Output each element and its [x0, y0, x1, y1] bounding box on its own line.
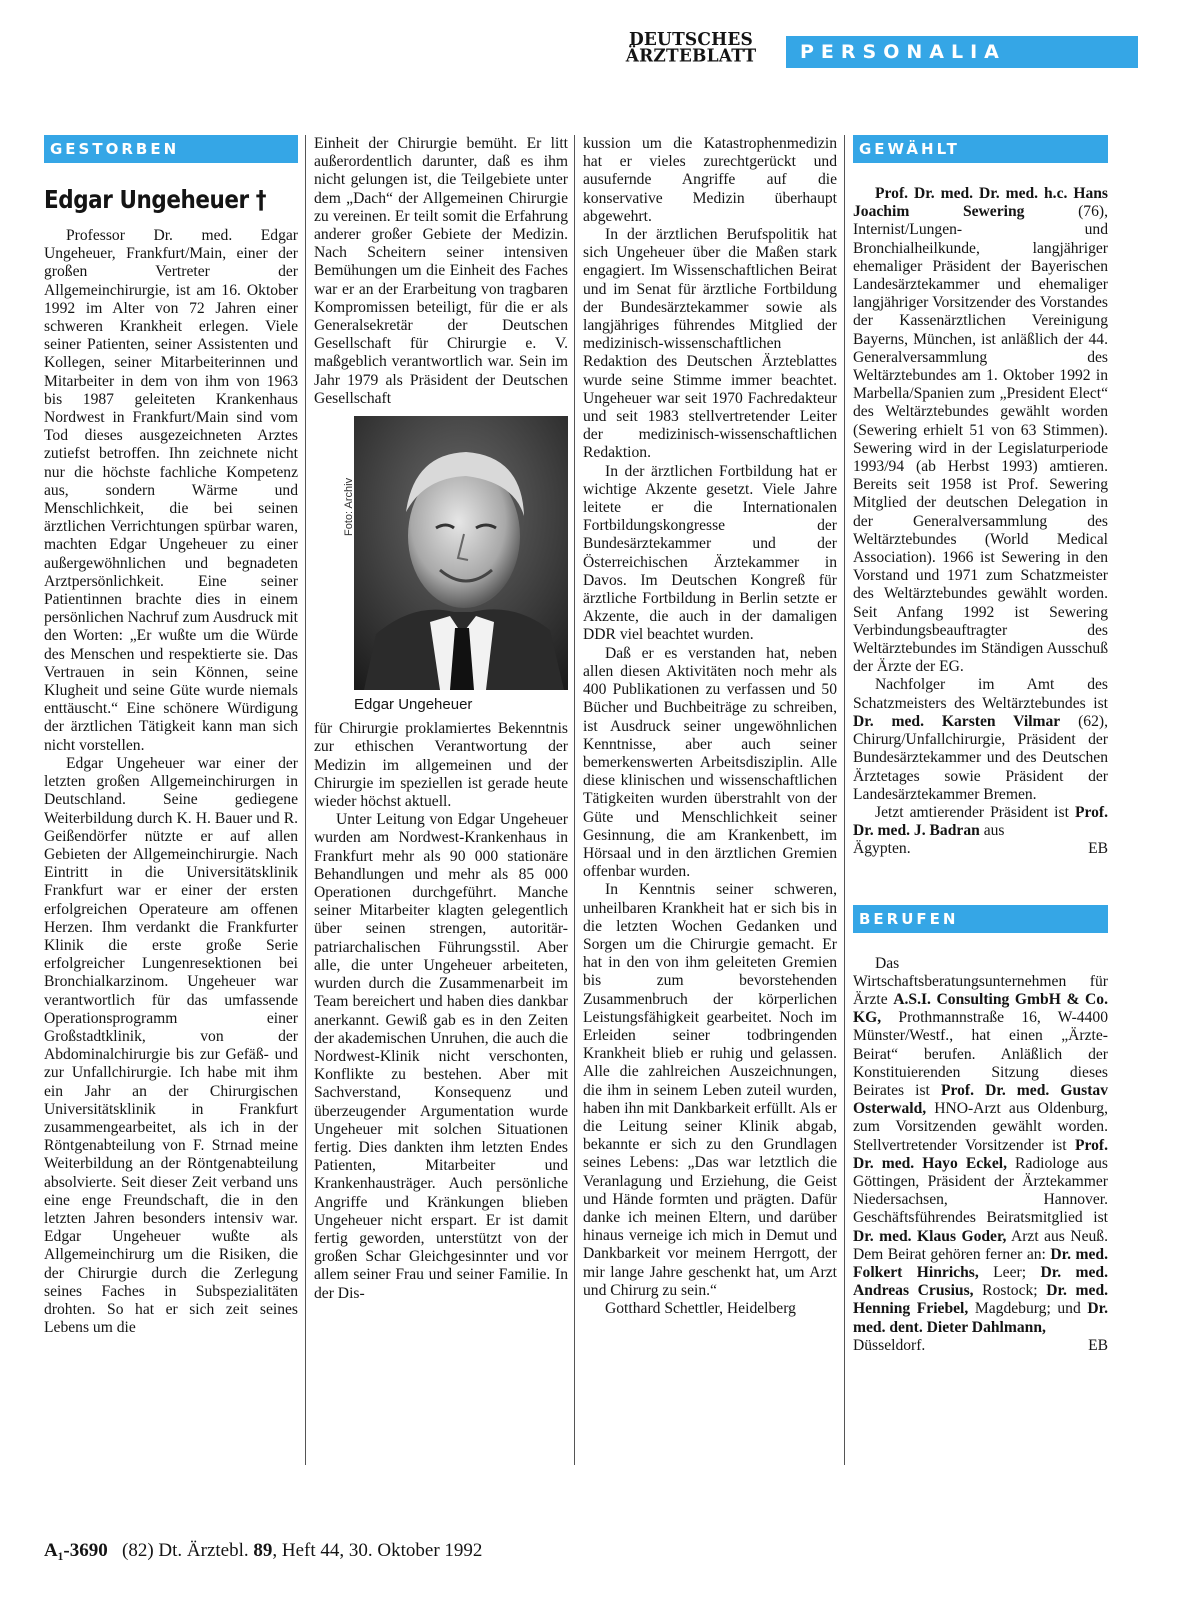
- photo-credit: Foto: Archiv: [343, 477, 355, 537]
- author-signature: Gotthard Schettler, Heidelberg: [605, 1300, 796, 1317]
- paragraph: Das Wirtschaftsberatungsunternehmen für Ärzte A.S.I. Consulting GmbH & Co. KG, Prothmannstraße 16, W-4400 Münster/Westf., hat einen „Ärzte-Beirat“ berufen. Anläßlich der Konstituierenden Sitzung dieses Beirates ist Prof. Dr. med. Gustav Osterwald, HNO-Arzt aus Oldenburg, zum Vorsitzenden gewählt worden. Stellvertretender Vorsitzender ist Prof. Dr. med. Hayo Eckel, Radiologe aus Göttingen, Präsident der Ärztekammer Niedersachsen, Hannover. Geschäftsführendes Beiratsmitglied ist Dr. med. Klaus Goder, Arzt aus Neuß. Dem Beirat gehören ferner an: Dr. med. Folkert Hinrichs, Leer; Dr. med. Andreas Crusius, Rostock; Dr. med. Henning Friebel, Magdeburg; und Dr. med. dent. Dieter Dahlmann,: [853, 954, 1109, 1336]
- article-headline: Edgar Ungeheuer †: [44, 185, 267, 214]
- tag-berufen: BERUFEN: [853, 905, 1108, 933]
- column-rule: [574, 135, 575, 1465]
- company-name: A.S.I. Consulting GmbH & Co. KG,: [853, 990, 1108, 1027]
- paragraph: In der ärztlichen Berufspolitik hat sich Ungeheuer über die Maßen stark engagiert. Im Wissenschaftlichen Beirat und im Senat für ärztliche Fortbildung der Bundesärztekammer sowie als langjähriges führendes Mitglied der medizinisch-wissenschaftlichen Redaktion des Deutschen Ärzteblattes wurde seine Stimme immer beachtet. Ungeheuer war seit 1970 Fachredakteur und seit 1983 stellvertretender Leiter der medizinisch-wissenschaftlichen Redaktion.: [583, 226, 837, 462]
- column-rule: [305, 135, 306, 1465]
- article-column-2: [314, 135, 568, 1303]
- masthead: [606, 30, 1136, 74]
- news-column: [853, 135, 1108, 1355]
- page-number: A₁-3690: [44, 1540, 108, 1561]
- paragraph: Einheit der Chirurgie bemüht. Er litt außerordentlich darunter, daß es ihm nicht gelungen ist, die Teilgebiete unter dem „Dach“ der Allgemeinen Chirurgie zu vereinen. Er teilt somit die Erfahrung anderer großer Gebiete der Medizin. Nach Scheitern seiner intensiven Bemühungen um die Einheit des Faches war er an der Erarbeitung von tragbaren Kompromissen beteiligt, für die er als Generalsekretär der Deutschen Gesellschaft für Chirurgie e. V. maßgeblich verantwortlich war. Sein im Jahr 1979 als Präsident der Deutschen Gesellschaft: [314, 135, 568, 407]
- paragraph: In der ärztlichen Fortbildung hat er wichtige Akzente gesetzt. Viele Jahre leitete er die Internationalen Fortbildungskongresse der Bundesärztekammer und der Österreichischen Ärztekammer in Davos. Im Deutschen Kongreß für ärztliche Fortbildung in Berlin setzte er Akzente, die auch in der damaligen DDR viel beachtet wurden.: [583, 462, 837, 644]
- paragraph: In Kenntnis seiner schweren, unheilbaren Krankheit hat er sich bis in die letzten Wochen Gedanken und Sorgen um die Chirurgie gemacht. Er hat in den von ihm geleiteten Gremien bis zum bevorstehenden Zusammenbruch der körperlichen Leistungsfähigkeit gearbeitet. Noch im Erleiden seiner todbringenden Krankheit blieb er ruhig und gelassen. Alle die zahlreichen Auszeichnungen, die ihm in seinem Leben zuteil wurden, haben ihn mit Dankbarkeit erfüllt. Als er die Leitung seiner Klinik abgab, bekannte er sich zu den Grundlagen seines Lebens: „Das war letztlich die Veranlagung und Erziehung, die Geist und Hände formten und prägten. Dafür danke ich meinen Eltern, und darüber hinaus verneige ich mich in Demut und Dankbarkeit vor meinem Herrgott, der mir lange Jahre geschenkt hat, um Arzt und Chirurg zu sein.“: [583, 881, 837, 1299]
- page-footer: A₁-3690 (82) Dt. Ärztebl. 89, Heft 44, 30. Oktober 1992: [44, 1540, 483, 1561]
- person-name: Dr. med. Andreas Crusius,: [853, 1263, 1108, 1300]
- signoff-line: Düsseldorf. EB: [853, 1336, 1108, 1354]
- journal-logo: DEUTSCHES ÄRZTEBLATT: [625, 29, 757, 67]
- person-name: Prof. Dr. med. J. Badran: [853, 803, 1108, 840]
- section-banner: PERSONALIA: [786, 36, 1138, 68]
- author-initials: EB: [1088, 840, 1108, 858]
- tag-gestorben: GESTORBEN: [44, 135, 298, 163]
- signoff-line: Ägypten. EB: [853, 840, 1108, 858]
- author-initials: EB: [1088, 1336, 1108, 1354]
- paragraph: für Chirurgie proklamiertes Bekenntnis zur ethischen Verantwortung der Medizin im allgemeinen und der Chirurgie im speziellen ist gerade heute wieder höchst aktuell.: [314, 720, 568, 811]
- person-name: Prof. Dr. med. Dr. med. h.c. Hans Joachim Sewering: [853, 185, 1108, 221]
- person-name: Dr. med. Karsten Vilmar: [853, 712, 1061, 730]
- paragraph: kussion um die Katastrophenmedizin hat er vieles zurechtgerückt und ausufernde Angriffe auf die konservative Medizin überhaupt abgewehrt.: [583, 135, 837, 225]
- paragraph: Nachfolger im Amt des Schatzmeisters des Weltärztebundes ist Dr. med. Karsten Vilmar (62), Chirurg/Unfallchirurgie, Präsident der Bundesärztekammer und des Deutschen Ärztetages sowie Präsident der Landesärztekammer Bremen.: [853, 676, 1108, 803]
- person-name: Prof. Dr. med. Gustav Osterwald,: [853, 1081, 1108, 1118]
- person-name: Dr. med. Folkert Hinrichs,: [853, 1245, 1108, 1281]
- person-name: Prof. Dr. med. Hayo Eckel,: [853, 1136, 1108, 1172]
- tag-gewaehlt: GEWÄHLT: [853, 135, 1108, 163]
- paragraph: Unter Leitung von Edgar Ungeheuer wurden am Nordwest-Krankenhaus in Frankfurt mehr als 90 000 stationäre Behandlungen und mehr als 85 000 Operationen durchgeführt. Manche seiner Mitarbeiter klagten gelegentlich über seinen strengen, autoritär-patriarchalischen Führungsstil. Aber alle, die unter Ungeheuer arbeiteten, wurden durch die Zusammenarbeit im Team bereichert und haben dies dankbar anerkannt. Gewiß gab es in den Zeiten der akademischen Unruhen, die auch die Nordwest-Klinik nicht verschonten, Konflikte zu bestehen. Aber mit Sachverstand, Konsequenz und überzeugender Argumentation wurde Ungeheuer mit solchen Situationen fertig. Dies dankten ihm letzten Endes Patienten, Mitarbeiter und Krankenhausträger. Auch persönliche Angriffe und Kränkungen blieben Ungeheuer nicht erspart. Er ist damit fertig geworden, unterstützt von der großen Schar Gleichgesinnter und vor allem seiner Frau und seiner Familie. In der Dis-: [314, 811, 568, 1302]
- paragraph: Jetzt amtierender Präsident ist Prof. Dr. med. J. Badran aus: [853, 803, 1108, 840]
- photo-caption: Edgar Ungeheuer: [354, 696, 473, 714]
- paragraph: Prof. Dr. med. Dr. med. h.c. Hans Joachim Sewering (76), Internist/Lungen- und Bronchialheilkunde, langjähriger ehemaliger Präsident der Bayerischen Landesärztekammer und ehemaliger langjähriger Vorsitzender des Vorstandes der Kassenärztlichen Vereinigung Bayerns, München, ist anläßlich der 44. Generalversammlung des Weltärztebundes am 1. Oktober 1992 in Marbella/Spanien zum „President Elect“ des Weltärztebundes gewählt worden (Sewering erhielt 51 von 63 Stimmen). Sewering wird in der Legislaturperiode 1993/94 (ab Herbst 1993) amtieren. Bereits seit 1958 ist Prof. Sewering Mitglied der deutschen Delegation in der Generalversammlung des Weltärztebundes (World Medical Association). 1966 ist Sewering in den Vorstand und 1971 zum Schatzmeister des Weltärztebundes gewählt worden. Seit Anfang 1992 ist Sewering Verbindungsbeauftragter des Weltärztebundes im Ständigen Ausschuß der Ärzte der EG.: [853, 185, 1108, 676]
- article-column-3: [583, 135, 837, 1318]
- person-name: Dr. med. dent. Dieter Dahlmann,: [853, 1300, 1108, 1336]
- portrait-photo: [354, 416, 568, 690]
- person-name: Dr. med. Klaus Goder,: [853, 1227, 1007, 1245]
- portrait-figure: [343, 416, 568, 714]
- person-name: Dr. med. Henning Friebel,: [853, 1282, 1109, 1318]
- paragraph: Edgar Ungeheuer war einer der letzten großen Allgemeinchirurgen in Deutschland. Seine gediegene Weiterbildung durch K. H. Bauer und R. Geißendörfer nützte er auf allen Gebieten der Allgemeinchirurgie. Nach Eintritt in die Universitätsklinik Frankfurt war er einer der ersten erfolgreichen Operateure am offenen Herzen. Ihm verdankt die Frankfurter Klinik die erste große Serie erfolgreicher Lungenresektionen bei Bronchialkarzinom. Ungeheuer war verantwortlich für das umfassende Operationsprogramm einer Großstadtklinik, von der Abdominalchirurgie bis zur Gefäß- und zur Unfallchirurgie. Ich habe mit ihm ein Jahr an der Chirurgischen Universitätsklinik in Frankfurt zusammengearbeitet, als ich in der Röntgenabteilung von F. Strnad meine Weiterbildung an der Röntgenabteilung absolvierte. Seit dieser Zeit verband uns eine enge Freundschaft, die in den letzten Jahren besonders intensiv war. Edgar Ungeheuer wußte als Allgemeinchirurg um die Risiken, die der Chirurgie durch die Zerlegung seines Faches in Subspezialitäten drohten. So hat er sich zeit seines Lebens um die: [44, 754, 298, 1337]
- article-column-1: [44, 135, 298, 1337]
- volume-number: 89: [253, 1540, 273, 1561]
- column-rule: [844, 135, 845, 1465]
- paragraph: Daß er es verstanden hat, neben allen diesen Aktivitäten noch mehr als 400 Publikationen zu verfassen und 50 Bücher und Buchbeiträge zu schreiben, ist Ausdruck seiner ungewöhnlichen Kenntnisse, aber auch seiner bemerkenswerten Arbeitsdisziplin. Alle diese klinischen und wissenschaftlichen Tätigkeiten wurden überstrahlt von der Güte und Menschlichkeit seiner Gesinnung, die am Krankenbett, im Hörsaal und in den ärztlichen Gremien offenbar wurden.: [583, 644, 837, 881]
- paragraph: Professor Dr. med. Edgar Ungeheuer, Frankfurt/Main, einer der großen Vertreter der Allgemeinchirurgie, ist am 16. Oktober 1992 im Alter von 72 Jahren einer schweren Krankheit erlegen. Viele seiner Patienten, seiner Assistenten und Kollegen, seiner Mitarbeiterinnen und Mitarbeiter in dem von ihm von 1963 bis 1987 geleiteten Krankenhaus Nordwest in Frankfurt/Main sind vom Tod dieses ausgezeichneten Arztes zutiefst betroffen. Ihn zeichnete nicht nur die höchste fachliche Kompetenz aus, sondern Wärme und Menschlichkeit, die bei seinen ärztlichen Verrichtungen spürbar waren, machten Edgar Ungeheuer zu einer außergewöhnlichen und begnadeten Arztpersönlichkeit. Eine seiner Patientinnen brachte dies in einem persönlichen Nachruf zum Ausdruck mit den Worten: „Er wußte um die Würde des Menschen und respektierte sie. Das Vertrauen in sein Können, seine Klugheit und seine Güte wurde niemals enttäuscht.“ Eine schönere Würdigung der ärztlichen Tätigkeit kann man sich nicht vorstellen.: [44, 227, 298, 754]
